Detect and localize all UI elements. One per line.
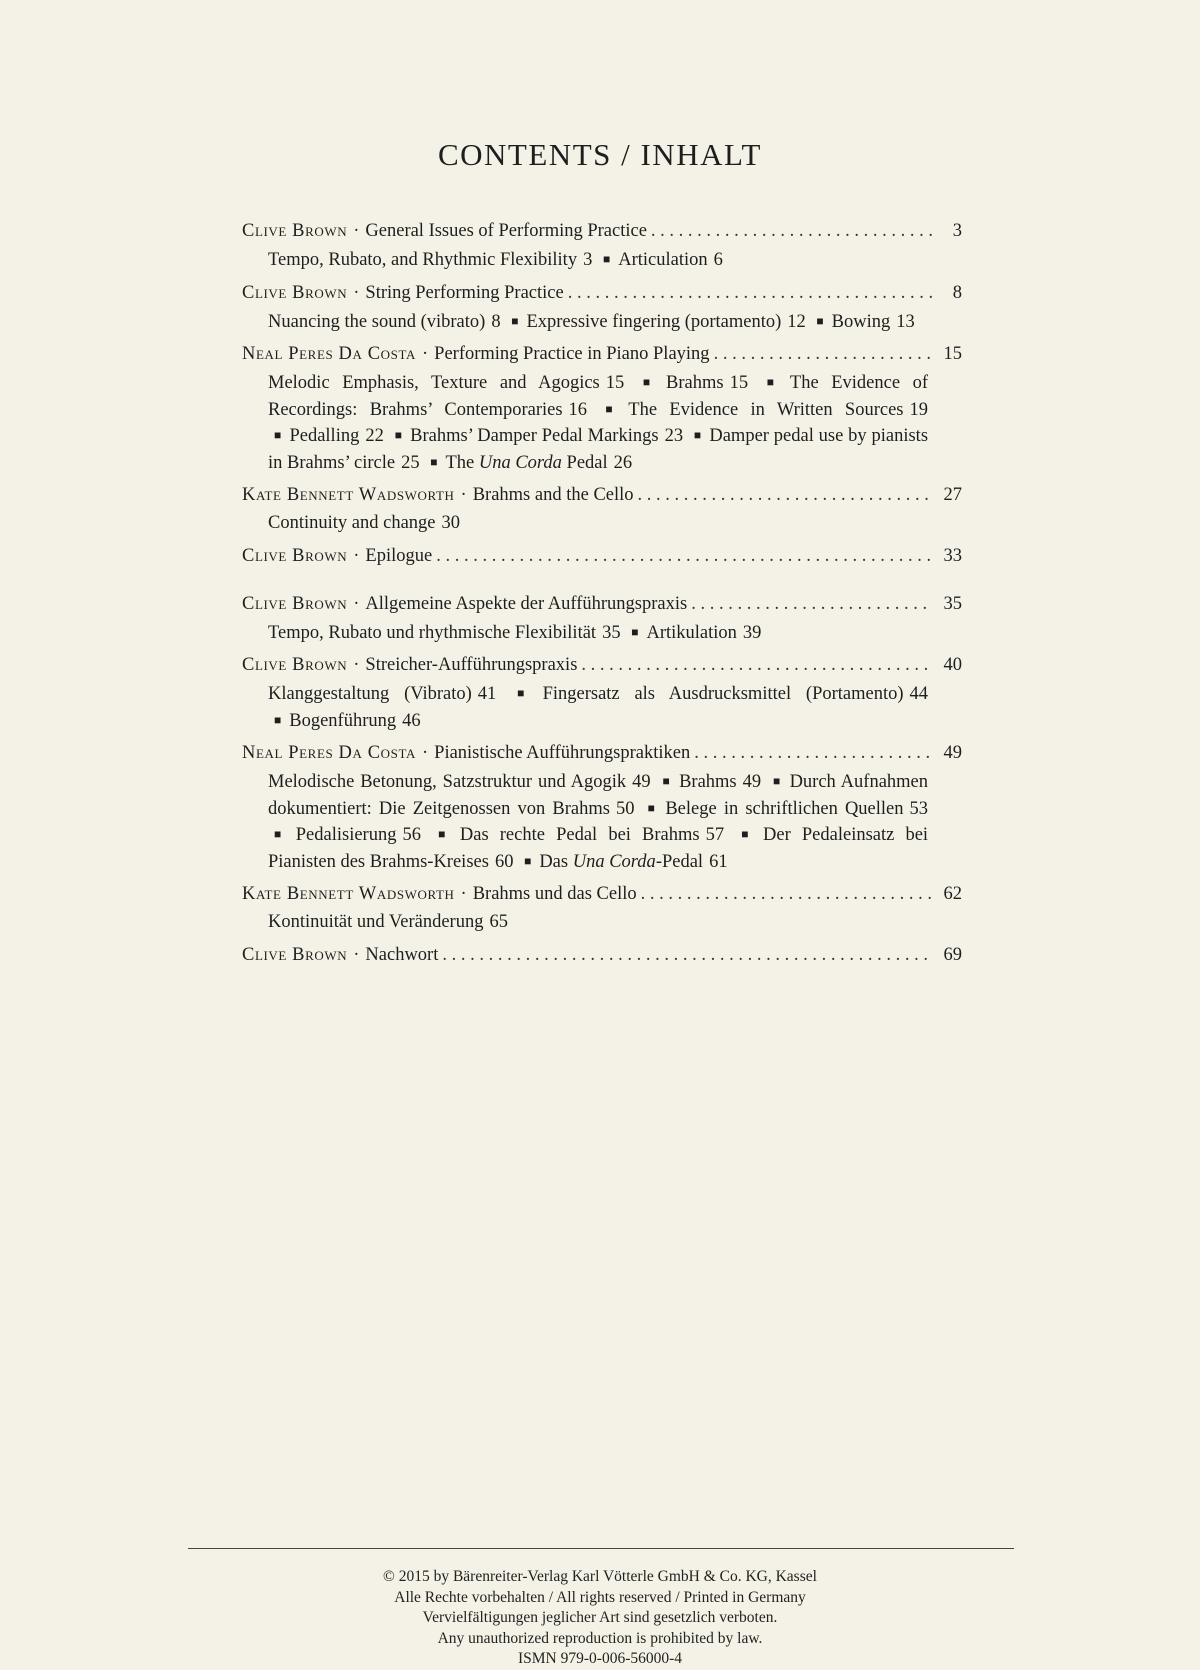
toc-section (242, 218, 962, 274)
subtopic-page-number: 39 (742, 622, 762, 643)
bullet-separator: ■ (647, 800, 658, 815)
bullet-separator: ■ (642, 375, 659, 389)
subtopic-item (268, 912, 508, 932)
subtopic-page-number: 16 (568, 399, 588, 420)
subtopic-text: Belege in schriftlichen Quellen (665, 798, 904, 819)
imprint-line: ISMN 979-0-006-56000-4 (517, 1650, 683, 1667)
subtopic-page-number: 57 (705, 825, 725, 845)
subtopic-page-number: 6 (713, 250, 723, 270)
bullet-separator: ■ (394, 428, 403, 442)
imprint-line: Any unauthorized reproduction is prohibited by law. (437, 1629, 763, 1647)
toc-entry (242, 740, 962, 766)
bullet-separator: ■ (274, 428, 282, 442)
entry-title: Pianistische Aufführungspraktiken (434, 743, 691, 763)
subtopic-item (832, 312, 915, 332)
subtopic-page-number: 15 (605, 373, 625, 393)
subtopic-text: The (445, 452, 479, 473)
toc-entry (242, 482, 962, 508)
subtopic-item (268, 772, 651, 792)
subtopic-page-number: 50 (615, 798, 635, 819)
page-number: 27 (943, 485, 962, 505)
subtopic-item (268, 312, 501, 332)
subtopic-page-number: 19 (909, 399, 928, 420)
subtopic-text: Brahms (679, 772, 737, 792)
subtopic-page-number: 35 (602, 622, 621, 643)
subtopic-text: Der Pedaleinsatz bei Pianisten des Brahms-Kreises (268, 825, 929, 872)
subtopic-text: The Evidence of Recordings: Brahms’ Contemporaries (268, 373, 929, 420)
page-title: CONTENTS / INHALT (437, 137, 762, 172)
entry-title: Allgemeine Aspekte der Aufführungspraxis (365, 593, 688, 614)
subtopic-text: Fingersatz als Ausdrucksmittel (Portamento) (542, 684, 904, 704)
separator-dot: · (421, 344, 429, 364)
copyright-imprint (0, 1567, 1200, 1670)
subtopic-page-number: 56 (402, 825, 421, 845)
page-number: 62 (943, 884, 962, 904)
subtopic-text: Una Corda (572, 851, 656, 872)
author-name: Clive Brown (242, 655, 348, 675)
footer-rule (188, 1548, 1014, 1549)
toc-section (242, 740, 962, 875)
bullet-separator: ■ (430, 454, 438, 469)
separator-dot: · (353, 655, 360, 675)
entry-title: Brahms and the Cello (472, 485, 634, 505)
subtopic-item (268, 623, 621, 643)
bullet-separator: ■ (816, 313, 824, 328)
subtopic-text: Pedalling (289, 426, 360, 446)
subtopic-page-number: 8 (491, 311, 501, 332)
dot-leader (714, 341, 932, 367)
toc-entry (242, 543, 962, 569)
page-number: 3 (952, 221, 962, 241)
entry-title: Performing Practice in Piano Playing (434, 344, 710, 364)
separator-dot: · (353, 282, 360, 303)
toc-section (242, 543, 962, 569)
author-name: Neal Peres Da Costa (242, 344, 416, 364)
subtopic-text: Tempo, Rubato, and Rhythmic Flexibility (268, 250, 578, 270)
toc-section (242, 341, 962, 476)
dot-leader (694, 740, 932, 766)
subtopic-page-number: 65 (489, 912, 508, 932)
subtopic-item (539, 852, 727, 872)
subtopic-text: The Evidence in Written Sources (628, 399, 904, 420)
subtopic-text: Brahms (666, 373, 724, 393)
subtopic-item (268, 513, 460, 533)
toc-entry (242, 881, 962, 907)
entry-title: General Issues of Performing Practice (365, 221, 647, 241)
subtopic-text: Das (539, 851, 573, 872)
subtopic-item (665, 799, 928, 819)
toc-section (242, 591, 962, 647)
dot-leader (436, 543, 932, 569)
subtopic-page-number: 60 (494, 851, 514, 872)
toc-section (242, 942, 962, 968)
bullet-separator: ■ (773, 774, 782, 788)
subtopic-item (410, 426, 683, 446)
subtopic-list (268, 910, 928, 936)
toc-section (242, 881, 962, 936)
dot-leader (691, 591, 932, 617)
subtopic-text: Expressive fingering (portamento) (526, 311, 782, 332)
dot-leader (638, 482, 932, 508)
subtopic-page-number: 49 (632, 772, 651, 792)
imprint-line: Alle Rechte vorbehalten / All rights reserved / Printed in Germany (394, 1588, 806, 1606)
subtopic-text: Melodische Betonung, Satzstruktur und Agogik (268, 772, 627, 792)
toc-entry (242, 591, 962, 617)
subtopic-text: Klanggestaltung (Vibrato) (268, 684, 472, 704)
entry-title: Streicher-Aufführungspraxis (365, 655, 578, 675)
imprint-line: © 2015 by Bärenreiter-Verlag Karl Vötterle GmbH & Co. KG, Kassel (383, 1568, 817, 1585)
subtopic-list (268, 309, 928, 336)
subtopic-text: Articulation (618, 250, 708, 270)
subtopic-text: Das rechte Pedal bei Brahms (459, 825, 700, 845)
page-number: 33 (943, 545, 962, 566)
subtopic-page-number: 23 (664, 426, 684, 446)
page-number: 40 (943, 655, 962, 675)
subtopic-item (679, 772, 761, 792)
subtopic-text: Kontinuität und Veränderung (268, 912, 484, 932)
subtopic-page-number: 44 (909, 684, 929, 704)
bullet-separator: ■ (524, 853, 532, 868)
subtopic-page-number: 3 (583, 250, 593, 270)
subtopic-list (268, 620, 928, 647)
bullet-separator: ■ (766, 375, 782, 389)
subtopic-item (445, 453, 632, 473)
author-name: Clive Brown (242, 944, 348, 965)
subtopic-item (543, 684, 928, 704)
subtopic-page-number: 12 (787, 311, 806, 332)
page-number: 35 (943, 593, 962, 614)
dot-leader (568, 280, 932, 306)
author-name: Clive Brown (242, 545, 348, 566)
subtopic-text: Brahms’ Damper Pedal Markings (410, 426, 659, 446)
subtopic-item (526, 312, 805, 332)
bullet-separator: ■ (274, 827, 288, 841)
page-number: 8 (952, 282, 962, 303)
imprint-line: Vervielfältigungen jeglicher Art sind gesetzlich verboten. (422, 1609, 778, 1626)
separator-dot: · (353, 593, 360, 614)
subtopic-list (268, 681, 928, 734)
subtopic-text: -Pedal (655, 851, 704, 872)
subtopic-text: Damper pedal use by pianists in Brahms’ circle (268, 426, 929, 473)
subtopic-page-number: 49 (742, 772, 762, 792)
subtopic-list (268, 370, 928, 476)
subtopic-list (268, 511, 928, 537)
entry-title: Epilogue (365, 545, 433, 566)
bullet-separator: ■ (631, 624, 639, 639)
subtopic-item (268, 373, 624, 393)
subtopic-text: Nuancing the sound (vibrato) (268, 311, 486, 332)
bullet-separator: ■ (274, 712, 282, 727)
subtopic-text: Bogenführung (289, 710, 397, 731)
toc-entry (242, 218, 962, 244)
author-name: Kate Bennett Wadsworth (242, 884, 455, 904)
subtopic-text: Bowing (831, 311, 891, 332)
subtopic-page-number: 13 (896, 311, 915, 332)
subtopic-page-number: 26 (613, 452, 633, 473)
subtopic-page-number: 61 (709, 851, 728, 872)
bullet-separator: ■ (438, 827, 452, 841)
subtopic-item (268, 250, 592, 270)
toc-section (242, 652, 962, 734)
dot-leader (651, 218, 932, 244)
separator-dot: · (421, 743, 429, 763)
subtopic-page-number: 15 (729, 373, 749, 393)
author-name: Clive Brown (242, 593, 348, 614)
subtopic-text: Una Corda (478, 452, 562, 473)
author-name: Clive Brown (242, 282, 348, 303)
subtopic-text: Pedal (561, 452, 608, 473)
subtopic-page-number: 30 (441, 513, 460, 533)
entry-title: String Performing Practice (365, 282, 564, 303)
bullet-separator: ■ (693, 428, 702, 442)
page-number: 49 (943, 743, 962, 763)
subtopic-item (289, 711, 420, 731)
subtopic-item (460, 825, 724, 845)
subtopic-text: Artikulation (646, 622, 737, 643)
separator-dot: · (460, 884, 467, 904)
entry-title: Nachwort (365, 944, 439, 965)
bullet-separator: ■ (662, 774, 672, 788)
subtopic-item (289, 426, 383, 446)
subtopic-text: Durch Aufnahmen dokumentiert: Die Zeitgenossen von Brahms (268, 772, 929, 819)
subtopic-page-number: 25 (401, 452, 420, 473)
subtopic-text: Continuity and change (268, 513, 436, 533)
bullet-separator: ■ (605, 401, 621, 416)
subtopic-item (618, 250, 723, 270)
subtopic-list (268, 769, 928, 875)
separator-dot: · (460, 485, 467, 505)
toc-entry (242, 652, 962, 678)
toc-entry (242, 280, 962, 306)
subtopic-item (646, 623, 761, 643)
subtopic-item (666, 373, 748, 393)
page-number: 69 (943, 944, 962, 965)
table-of-contents (242, 218, 962, 968)
toc-section (242, 280, 962, 336)
subtopic-text: Tempo, Rubato und rhythmische Flexibilität (268, 622, 597, 643)
separator-dot: · (353, 944, 360, 965)
author-name: Kate Bennett Wadsworth (242, 485, 455, 505)
subtopic-page-number: 53 (909, 798, 929, 819)
subtopic-item (268, 684, 496, 704)
separator-dot: · (353, 221, 360, 241)
toc-entry (242, 942, 962, 968)
page-number: 15 (943, 344, 962, 364)
dot-leader (641, 881, 932, 907)
bullet-separator: ■ (741, 827, 756, 841)
subtopic-list (268, 247, 928, 274)
subtopic-page-number: 46 (402, 710, 421, 731)
dot-leader (581, 652, 932, 678)
entry-title: Brahms und das Cello (472, 884, 637, 904)
bullet-separator: ■ (511, 313, 519, 328)
bullet-separator: ■ (602, 252, 611, 266)
toc-section (242, 482, 962, 537)
dot-leader (442, 942, 932, 968)
author-name: Neal Peres Da Costa (242, 743, 416, 763)
author-name: Clive Brown (242, 221, 348, 241)
bullet-separator: ■ (517, 686, 535, 700)
subtopic-page-number: 41 (477, 684, 497, 704)
subtopic-item (296, 825, 421, 845)
separator-dot: · (353, 545, 360, 566)
subtopic-item (628, 400, 928, 420)
subtopic-text: Melodic Emphasis, Texture and Agogics (268, 373, 600, 393)
subtopic-page-number: 22 (365, 426, 384, 446)
subtopic-text: Pedalisierung (295, 825, 397, 845)
toc-entry (242, 341, 962, 367)
